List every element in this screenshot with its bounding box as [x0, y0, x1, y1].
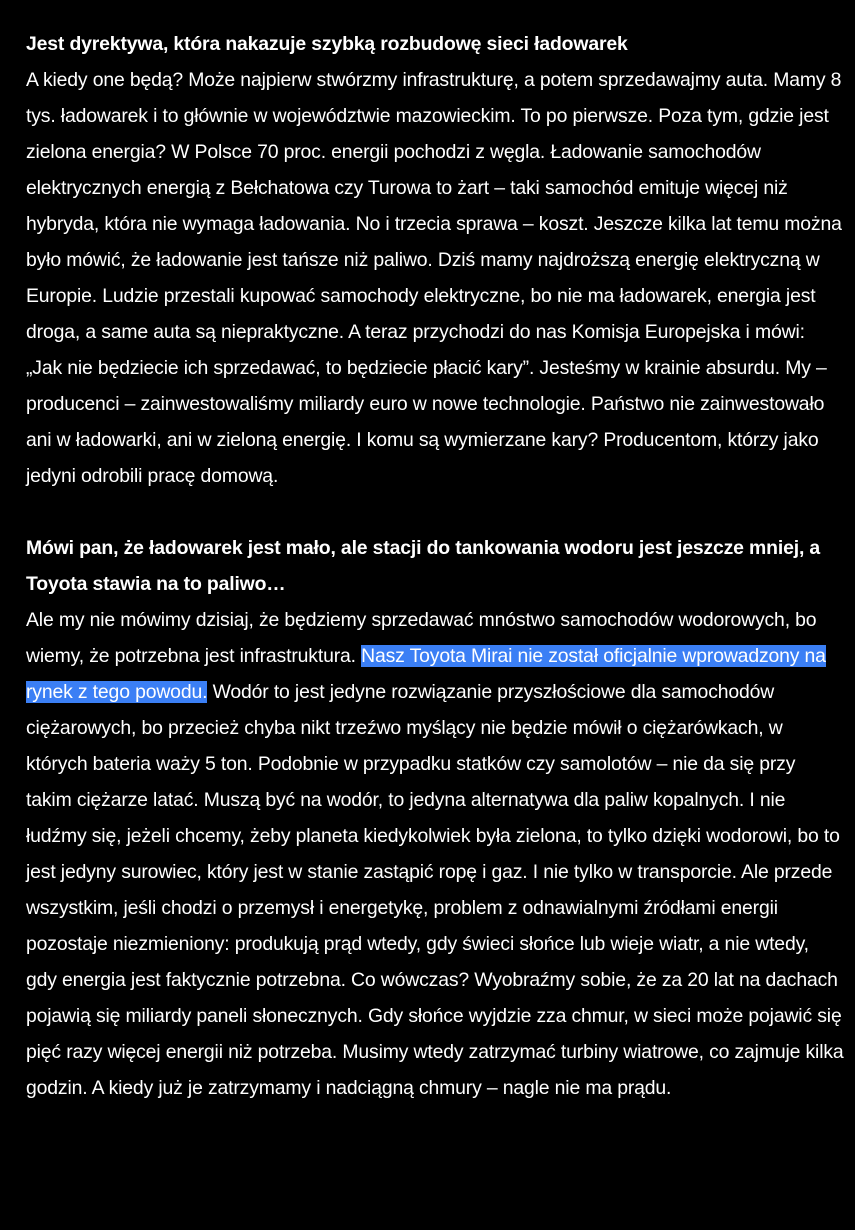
answer-text[interactable]: Wodór to jest jedyne rozwiązanie przyszłościowe dla samochodów ciężarowych, bo przecież chyba nikt trzeźwo myślący nie będzie mówił o ciężarówkach, w których bateria waży 5 ton. Podobnie w przypadku statków czy samolotów – nie da się przy takim ciężarze latać. Muszą być na wodór, to jedyna alternatywa dla paliw kopalnych. I nie łudźmy się, jeżeli chcemy, żeby planeta kiedykolwiek była zielona, to tylko dzięki wodorowi, bo to jest jedyny surowiec, który jest w stanie zastąpić ropę i gaz. I nie tylko w transporcie. Ale przede wszystkim, jeśli chodzi o przemysł i energetykę, problem z odnawialnymi źródłami energii pozostaje niezmieniony: produkują prąd wtedy, gdy świeci słońce lub wieje wiatr, a nie wtedy, gdy energia jest faktycznie potrzebna. Co wówczas? Wyobraźmy sobie, że za 20 lat na dachach pojawią się miliardy paneli słonecznych. Gdy słońce wyjdzie zza chmur, w sieci może pojawić się pięć razy więcej energii niż potrzeba. Musimy wtedy zatrzymać turbiny wiatrowe, co zajmuje kilka godzin. A kiedy już je zatrzymamy i nadciągną chmury – nagle nie ma prądu.	[26, 681, 844, 1099]
interview-section-hydrogen	[26, 530, 844, 1106]
answer-text[interactable]: Ale my nie mówimy dzisiaj, że będziemy sprzedawać mnóstwo samochodów wodorowych, bo wiemy, że potrzebna jest infrastruktura.	[26, 609, 817, 667]
selected-text-highlight[interactable]: Nasz Toyota Mirai nie został oficjalnie wprowadzony na rynek z tego powodu.	[26, 645, 826, 703]
interview-question[interactable]: Jest dyrektywa, która nakazuje szybką rozbudowę sieci ładowarek	[26, 33, 628, 55]
interview-section-charging	[26, 26, 844, 494]
article-body	[26, 26, 844, 1106]
interview-answer[interactable]	[26, 602, 844, 1106]
interview-answer[interactable]: A kiedy one będą? Może najpierw stwórzmy infrastrukturę, a potem sprzedawajmy auta. Mamy 8 tys. ładowarek i to głównie w województwie mazowieckim. To po pierwsze. Poza tym, gdzie jest zielona energia? W Polsce 70 proc. energii pochodzi z węgla. Ładowanie samochodów elektrycznych energią z Bełchatowa czy Turowa to żart – taki samochód emituje więcej niż hybryda, która nie wymaga ładowania. No i trzecia sprawa – koszt. Jeszcze kilka lat temu można było mówić, że ładowanie jest tańsze niż paliwo. Dziś mamy najdroższą energię elektryczną w Europie. Ludzie przestali kupować samochody elektryczne, bo nie ma ładowarek, energia jest droga, a same auta są niepraktyczne. A teraz przychodzi do nas Komisja Europejska i mówi: „Jak nie będziecie ich sprzedawać, to będziecie płacić kary”. Jesteśmy w krainie absurdu. My – producenci – zainwestowaliśmy miliardy euro w nowe technologie. Państwo nie zainwestowało ani w ładowarki, ani w zieloną energię. I komu są wymierzane kary? Producentom, którzy jako jedyni odrobili pracę domową.	[26, 69, 842, 487]
interview-question[interactable]: Mówi pan, że ładowarek jest mało, ale stacji do tankowania wodoru jest jeszcze mniej, a Toyota stawia na to paliwo…	[26, 537, 821, 595]
